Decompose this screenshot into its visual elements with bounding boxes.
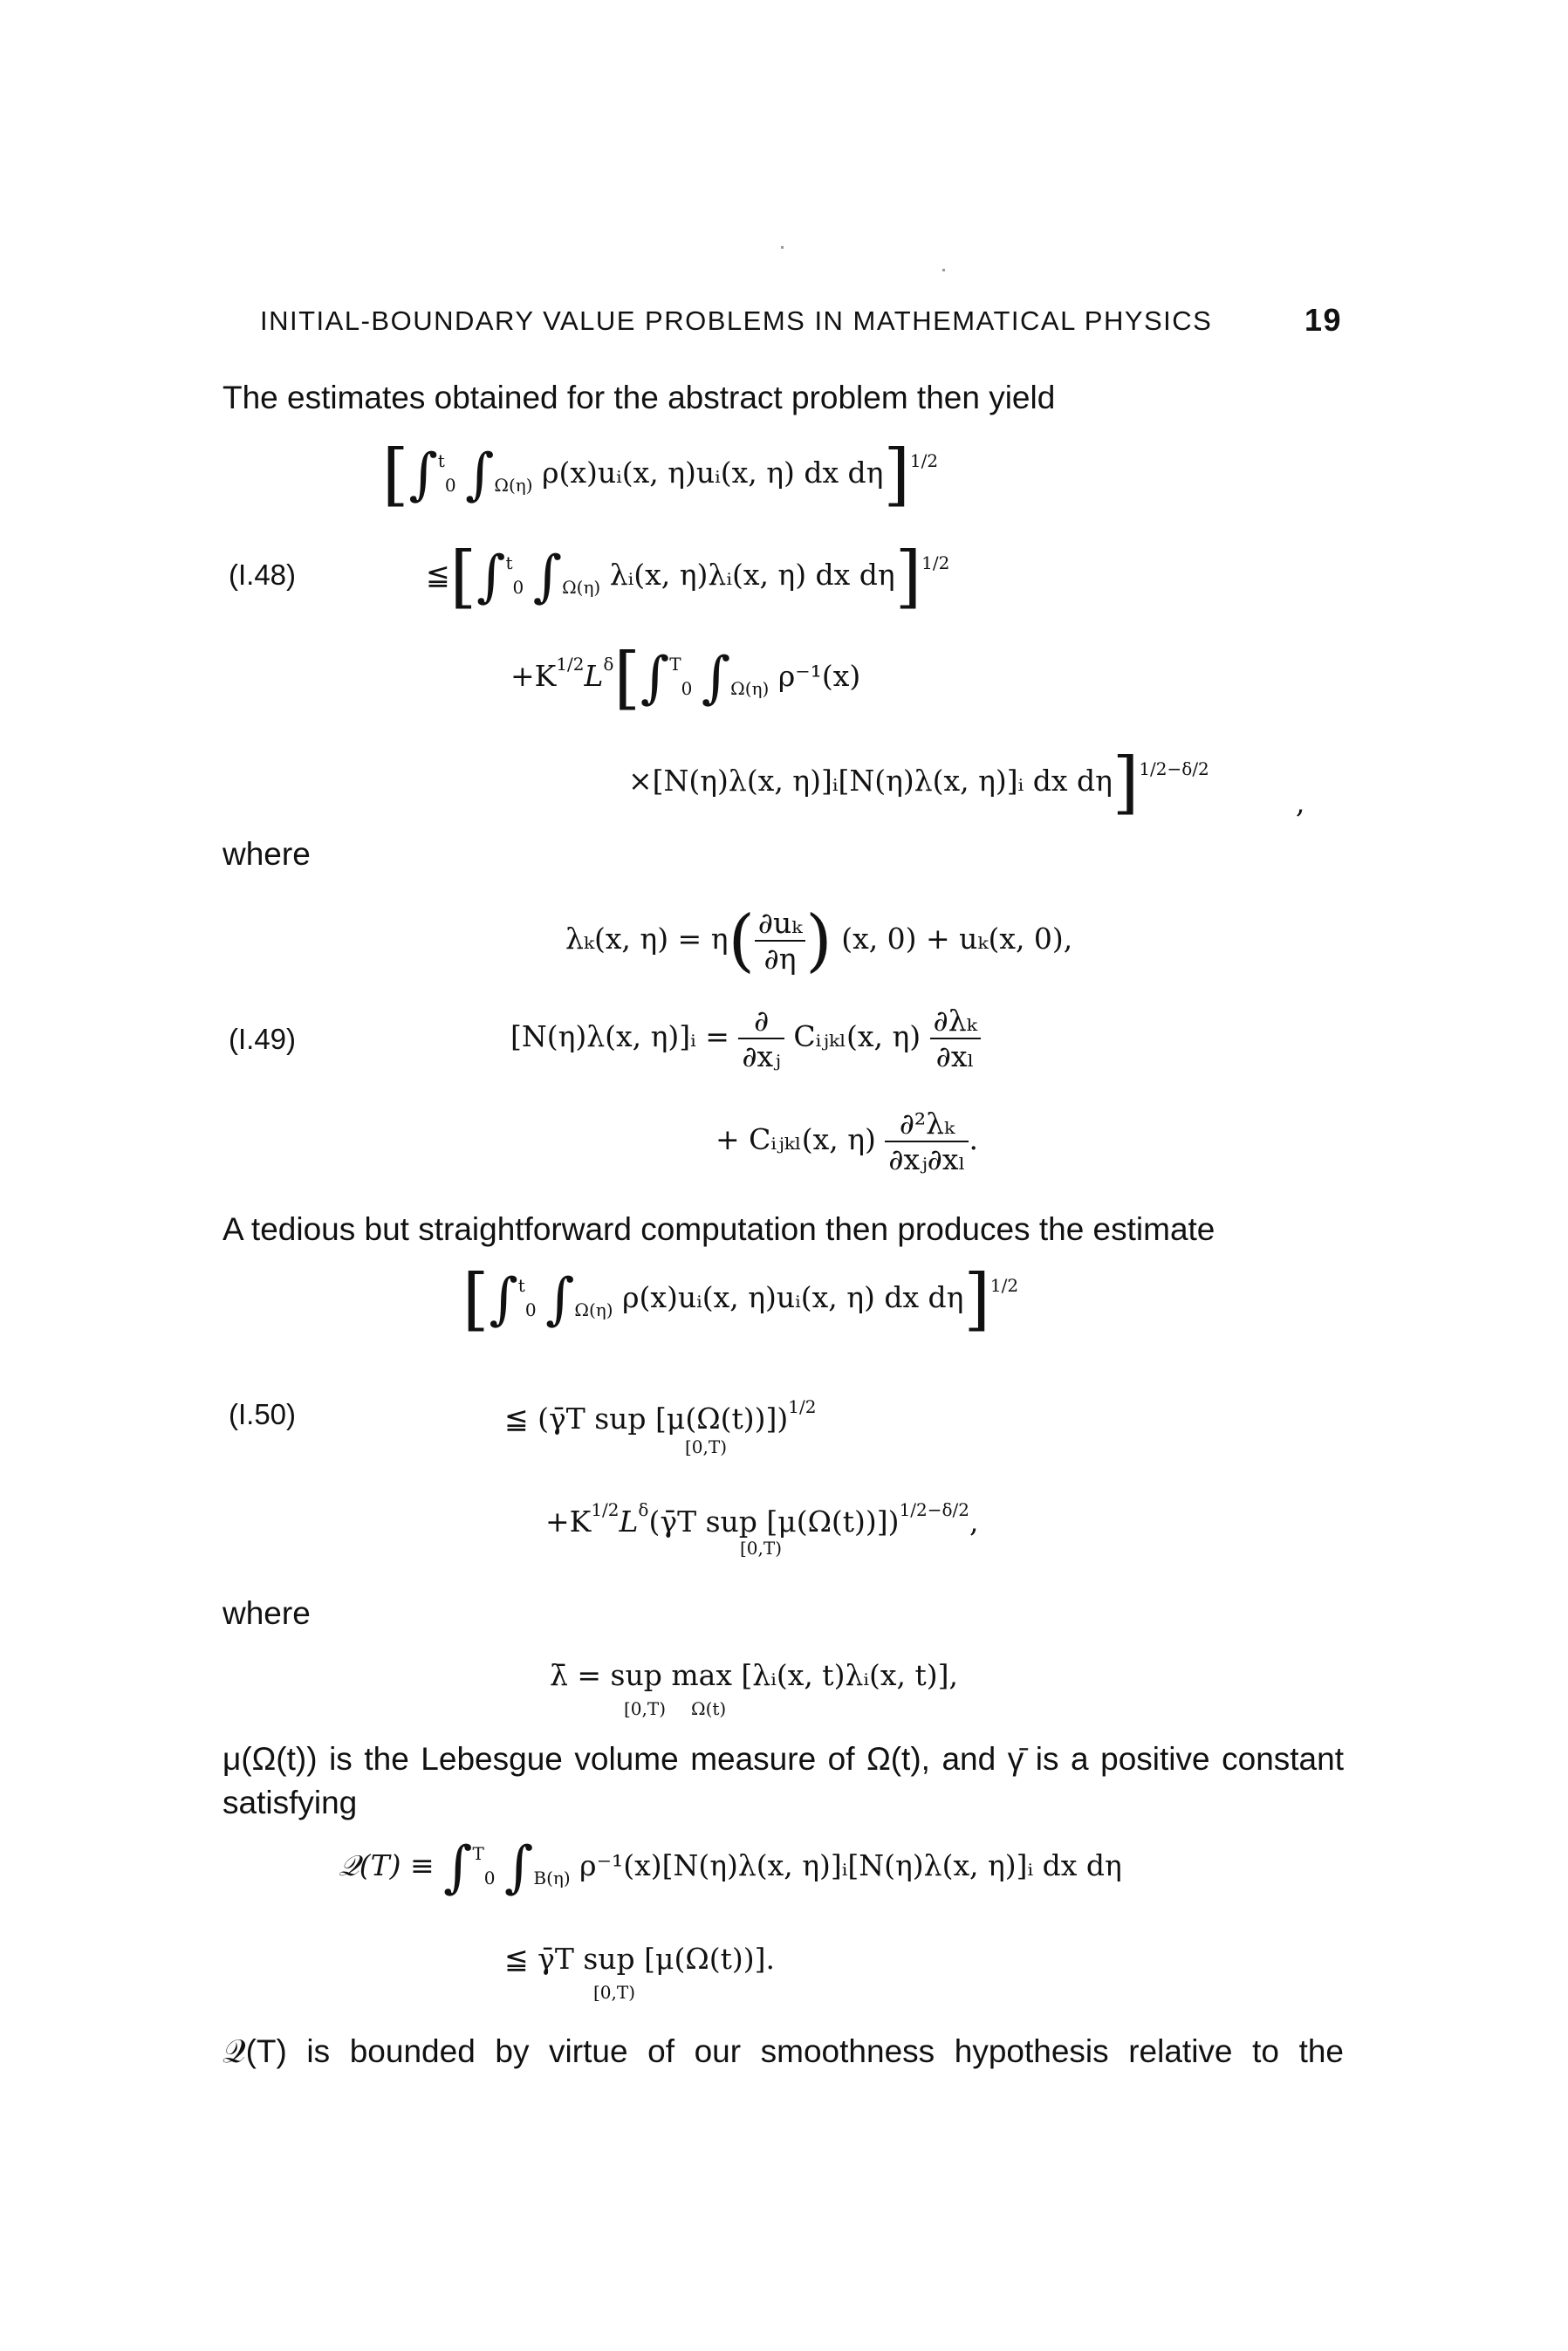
equation-label-1-49: (I.49): [229, 1023, 297, 1055]
eq50-line3-subscript: [0,T): [740, 1538, 783, 1559]
q-bound-subscript: [0,T): [593, 1982, 636, 2003]
equation-label-1-48: (I.48): [229, 559, 297, 591]
measure-sentence: μ(Ω(t)) is the Lebesgue volume measure of Ω(t), and γ̄ is a positive constant: [223, 1741, 1344, 1777]
satisfying-word: satisfying: [223, 1785, 358, 1820]
eq50-lhs: [∫$^t_0$ $\int_{\Omega(\eta)}$ ρ(x)uᵢ(x, η)uᵢ(x, η) dx dη]$^{1/2}$: [462, 1260, 1019, 1339]
q-bound: ≦ γ̄T sup [μ(Ω(t))].: [504, 1942, 775, 1976]
where-label-2: where: [223, 1595, 311, 1631]
eq49-line1: λₖ(x, η) = η( $\frac{\text{∂uₖ}}{\partial\eta}$ ) (x, 0) + uₖ(x, 0),: [565, 901, 1073, 980]
scan-speck: [942, 269, 945, 271]
lambda-bar-max-subscript: Ω(t): [691, 1698, 727, 1719]
eq50-line2: ≦ (γ̄T sup [μ(Ω(t))])$^{1/2}$: [504, 1396, 817, 1436]
lambda-bar-definition: λ̄ = sup max [λᵢ(x, t)λᵢ(x, t)],: [550, 1658, 958, 1692]
eq48-rhs2: $+K^{1/2}L^\delta[\int^T_0$ $\int_{\Omega(\eta)}$ ρ⁻¹(x): [510, 639, 861, 717]
intro-sentence: The estimates obtained for the abstract problem then yield: [223, 380, 1056, 415]
eq50-line3: $+K^{1/2}L^\delta(\gammāT$ sup [μ(Ω(t))])$^{1/2-\delta/2}$,: [545, 1499, 979, 1539]
eq48-trailing-comma: ,: [1296, 785, 1305, 819]
boundedness-sentence: 𝒬(T) is bounded by virtue of our smoothness hypothesis relative to the: [223, 2033, 1344, 2069]
scan-speck: [781, 246, 784, 249]
equation-label-1-50: (I.50): [229, 1398, 297, 1430]
eq48-lhs: [∫$^t_0$ $\int_{\Omega(\eta)}$ ρ(x)uᵢ(x, η)uᵢ(x, η) dx dη]$^{1/2}$: [382, 435, 939, 514]
where-label-1: where: [223, 836, 311, 872]
eq48-rhs1: ≦[∫$^t_0$ $\int_{\Omega(\eta)}$ λᵢ(x, η)λᵢ(x, η) dx dη]$^{1/2}$: [426, 538, 950, 616]
eq50-line2-subscript: [0,T): [685, 1436, 728, 1457]
eq49-line2: [N(η)λ(x, η)]ᵢ = $\frac{\partial}{\text{∂xⱼ}}$ Cᵢⱼₖₗ(x, η) $\frac{\text{∂λₖ}}{\text{∂xₗ}}$: [510, 1004, 981, 1073]
q-definition: 𝒬(T) ≡ ∫$^T_0$ $\int_{B(\eta)}$ ρ⁻¹(x)[N(η)λ(x, η)]ᵢ[N(η)λ(x, η)]ᵢ dx dη: [339, 1835, 1122, 1900]
page-number: 19: [1304, 302, 1342, 338]
running-title: INITIAL-BOUNDARY VALUE PROBLEMS IN MATHEMATICAL PHYSICS: [260, 305, 1213, 336]
eq48-rhs3: ×[N(η)λ(x, η)]ᵢ[N(η)λ(x, η)]ᵢ dx dη]$^{1/2-\delta/2}$: [628, 744, 1209, 822]
computation-sentence: A tedious but straightforward computation then produces the estimate: [223, 1211, 1215, 1247]
running-header: [260, 302, 1342, 338]
lambda-bar-sup-subscript: [0,T): [624, 1698, 667, 1719]
eq49-line3: + Cᵢⱼₖₗ(x, η) $\frac{\text{∂²λₖ}}{\text{∂xⱼ∂xₗ}}$ .: [716, 1107, 978, 1176]
